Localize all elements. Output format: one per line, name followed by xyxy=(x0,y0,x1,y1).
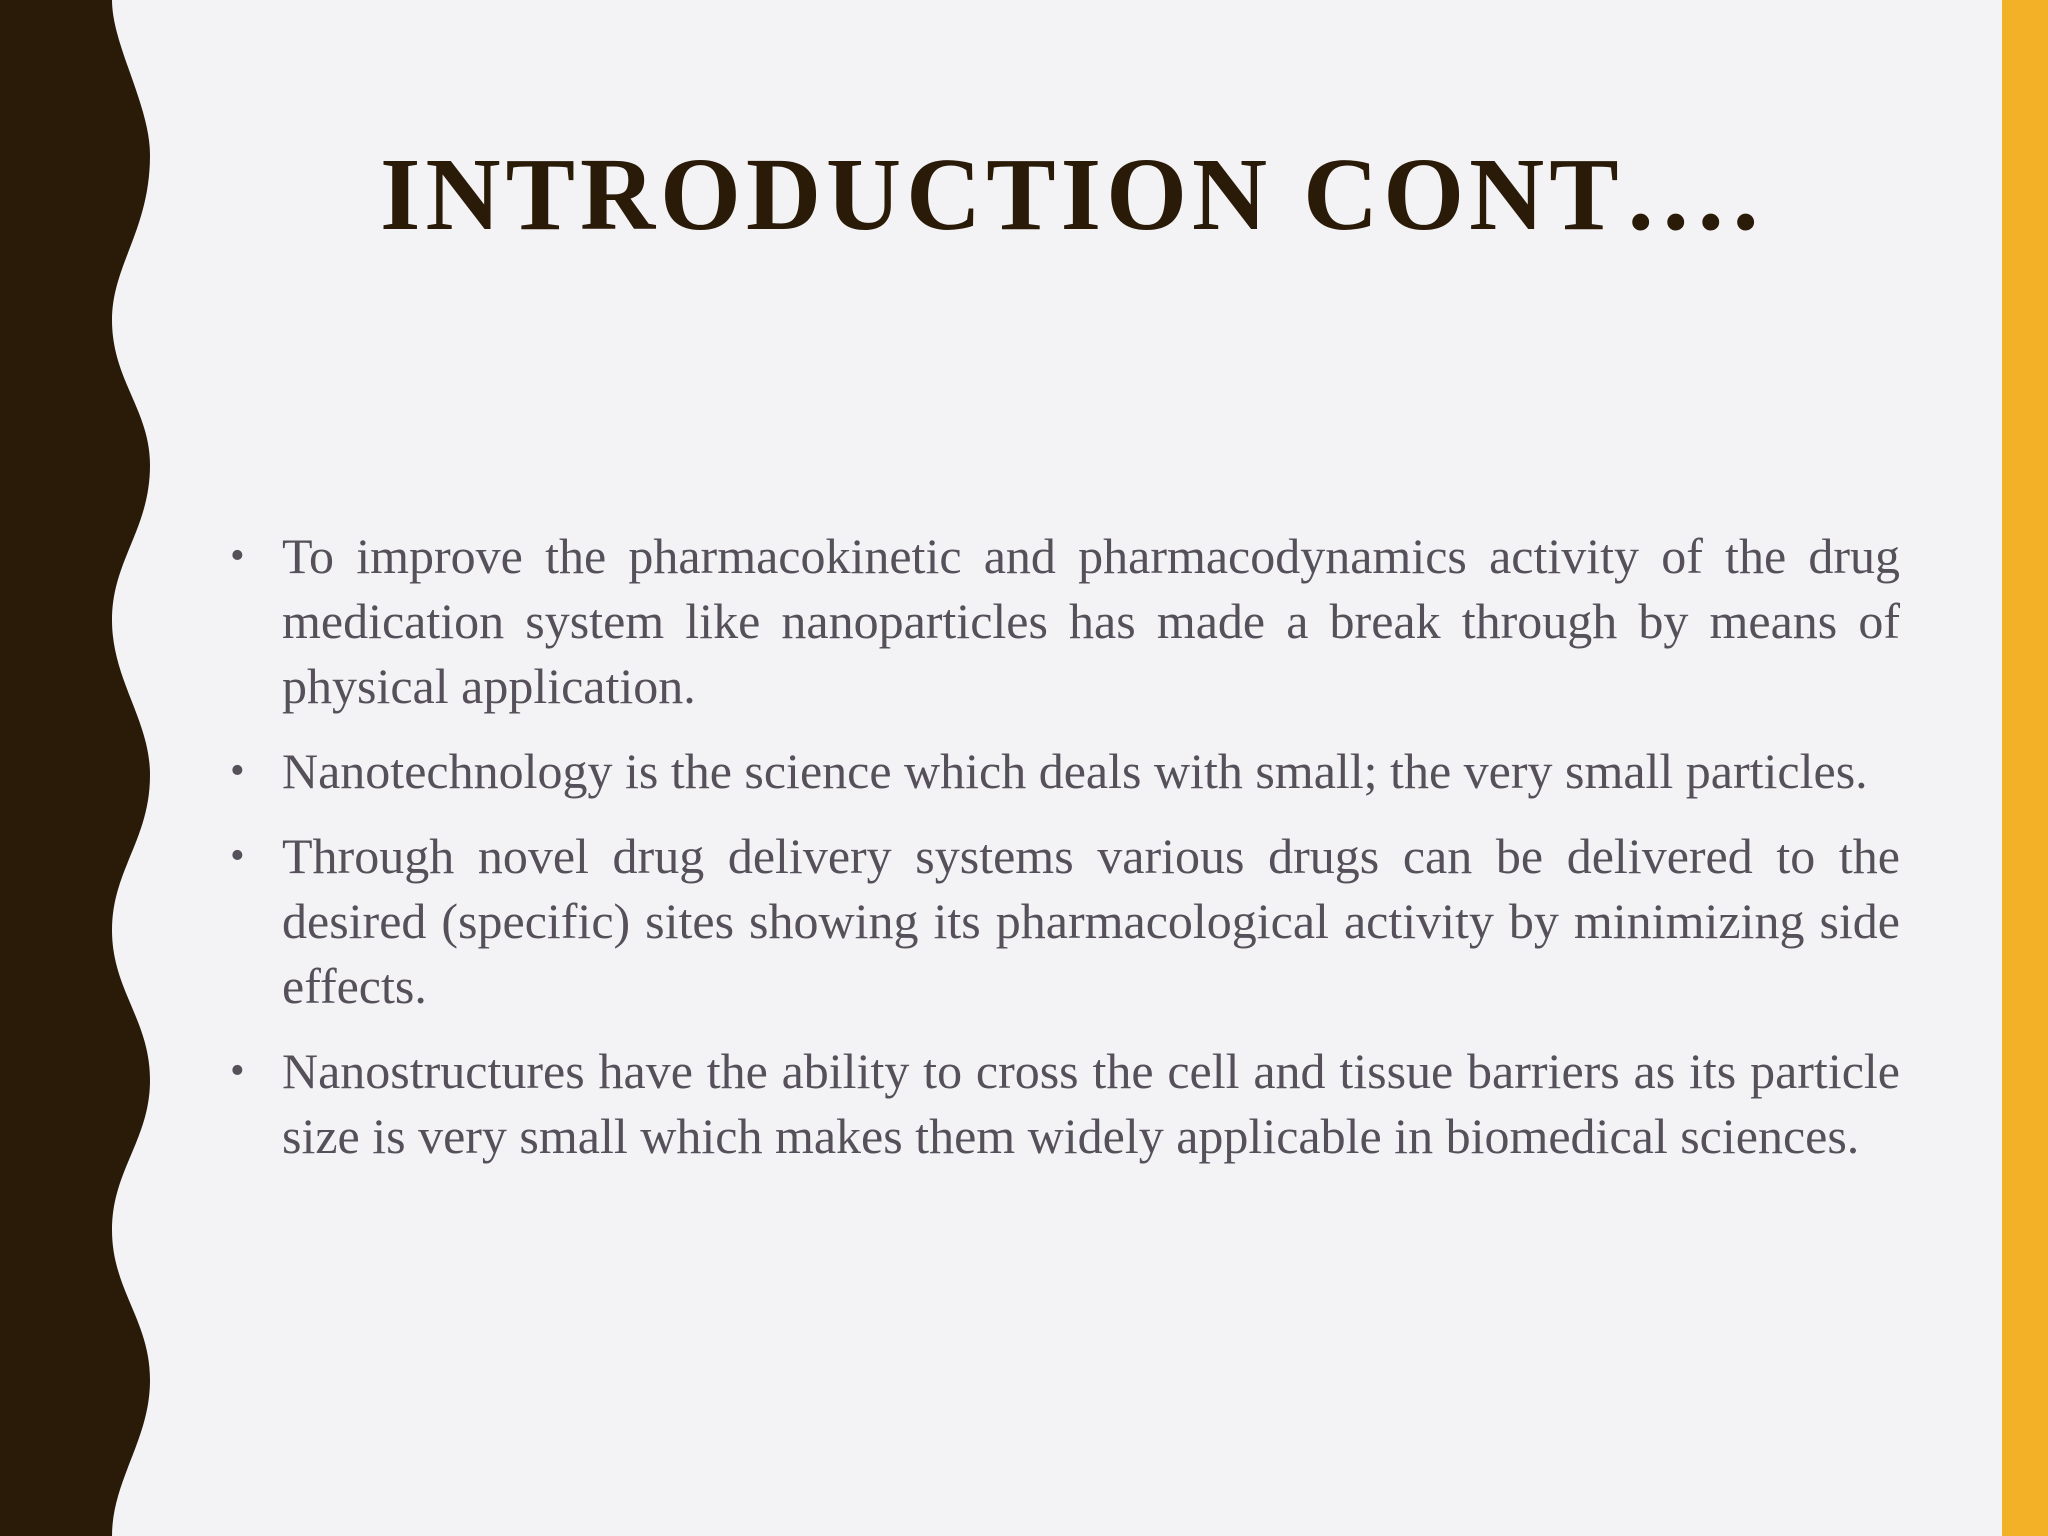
bullet-text: Through novel drug delivery systems various drugs can be delivered to the desired (specific) sites showing its pharmacological activity by minimizing side effects. xyxy=(282,828,1900,1014)
bullet-item xyxy=(230,524,1900,719)
bullet-item xyxy=(230,824,1900,1019)
bullet-icon: • xyxy=(230,533,245,579)
wavy-decorative-band xyxy=(0,0,170,1536)
bullet-icon: • xyxy=(230,748,245,794)
slide-title: INTRODUCTION CONT…. xyxy=(380,137,1764,252)
bullet-text: To improve the pharmacokinetic and pharmacodynamics activity of the drug medication system like nanoparticles has made a break through by means of physical application. xyxy=(282,528,1900,714)
bullet-text: Nanotechnology is the science which deals with small; the very small particles. xyxy=(282,743,1868,799)
accent-bar xyxy=(2002,0,2048,1536)
wave-band-shape xyxy=(0,0,150,1536)
bullet-item xyxy=(230,739,1900,804)
bullet-icon: • xyxy=(230,833,245,879)
bullet-icon: • xyxy=(230,1048,245,1094)
bullet-item xyxy=(230,1039,1900,1169)
bullet-text: Nanostructures have the ability to cross the cell and tissue barriers as its particle size is very small which makes them widely applicable in biomedical sciences. xyxy=(282,1043,1900,1164)
bullet-list xyxy=(230,524,1900,1189)
